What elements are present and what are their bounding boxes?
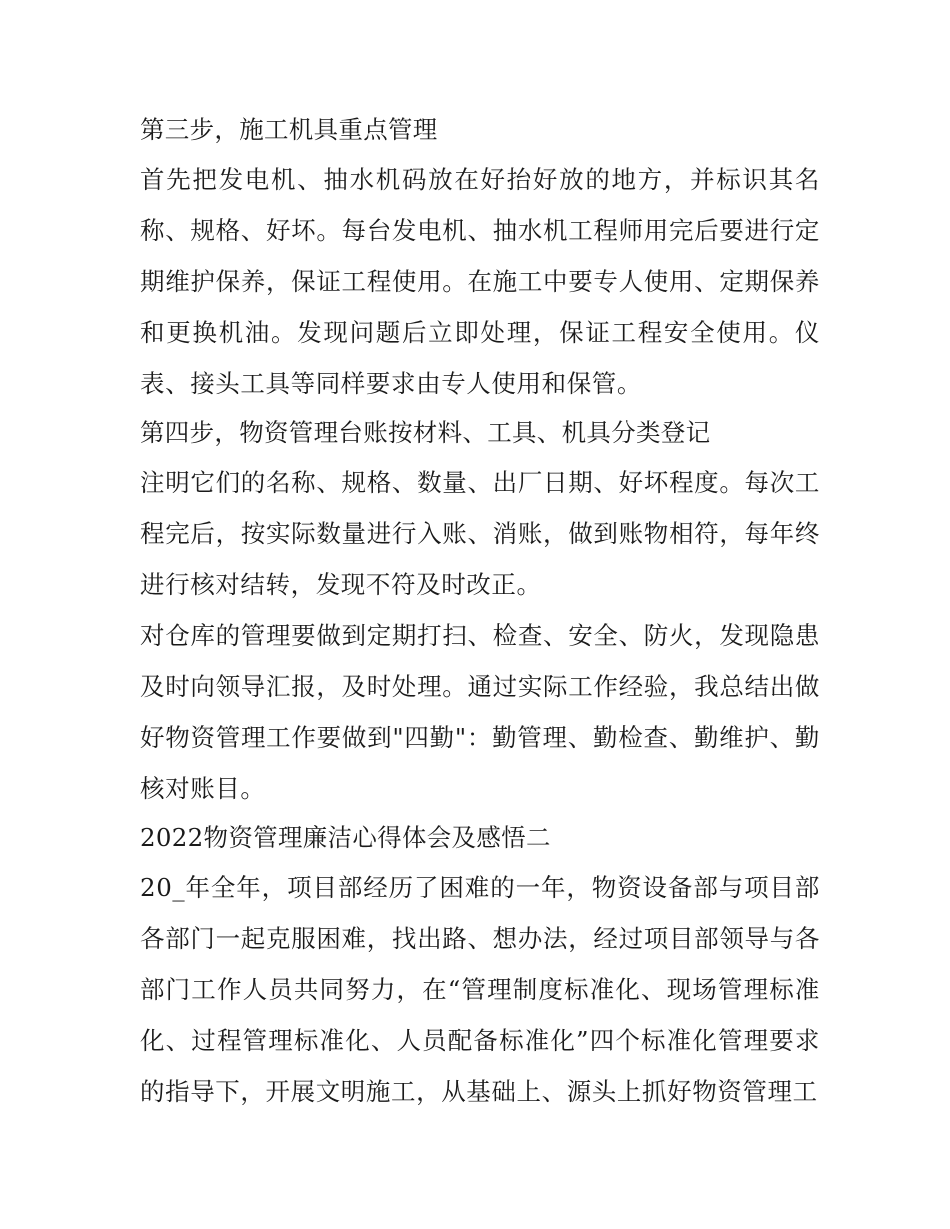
section-heading-step-four: 第四步，物资管理台账按材料、工具、机具分类登记 bbox=[140, 418, 711, 447]
section-heading-step-three: 第三步，施工机具重点管理 bbox=[140, 115, 438, 144]
paragraph-ledger-details: 注明它们的名称、规格、数量、出厂日期、好坏程度。每次工程完后，按实际数量进行入账、消账，做到账物相符，每年终进行核对结转，发现不符及时改正。 bbox=[140, 468, 820, 599]
paragraph-annual-review: 20_年全年，项目部经历了困难的一年，物资设备部与项目部各部门一起克服困难，找出路、想办法，经过项目部领导与各部门工作人员共同努力，在“管理制度标准化、现场管理标准化、过程管理标准化、人员配备标准化”四个标准化管理要求的指导下，开展文明施工，从基础上、源头上抓好物资管理工 bbox=[140, 873, 820, 1106]
article-title-part-two: 2022物资管理廉洁心得体会及感悟二 bbox=[140, 823, 551, 852]
paragraph-warehouse-management: 对仓库的管理要做到定期打扫、检查、安全、防火，发现隐患及时向领导汇报，及时处理。通过实际工作经验，我总结出做好物资管理工作要做到"四勤"：勤管理、勤检查、勤维护、勤核对账目。 bbox=[140, 621, 820, 803]
document-body bbox=[140, 110, 820, 1117]
paragraph-machinery-management: 首先把发电机、抽水机码放在好抬好放的地方，并标识其名称、规格、好坏。每台发电机、抽水机工程师用完后要进行定期维护保养，保证工程使用。在施工中要专人使用、定期保养和更换机油。发现问题后立即处理，保证工程安全使用。仪表、接头工具等同样要求由专人使用和保管。 bbox=[140, 165, 820, 398]
